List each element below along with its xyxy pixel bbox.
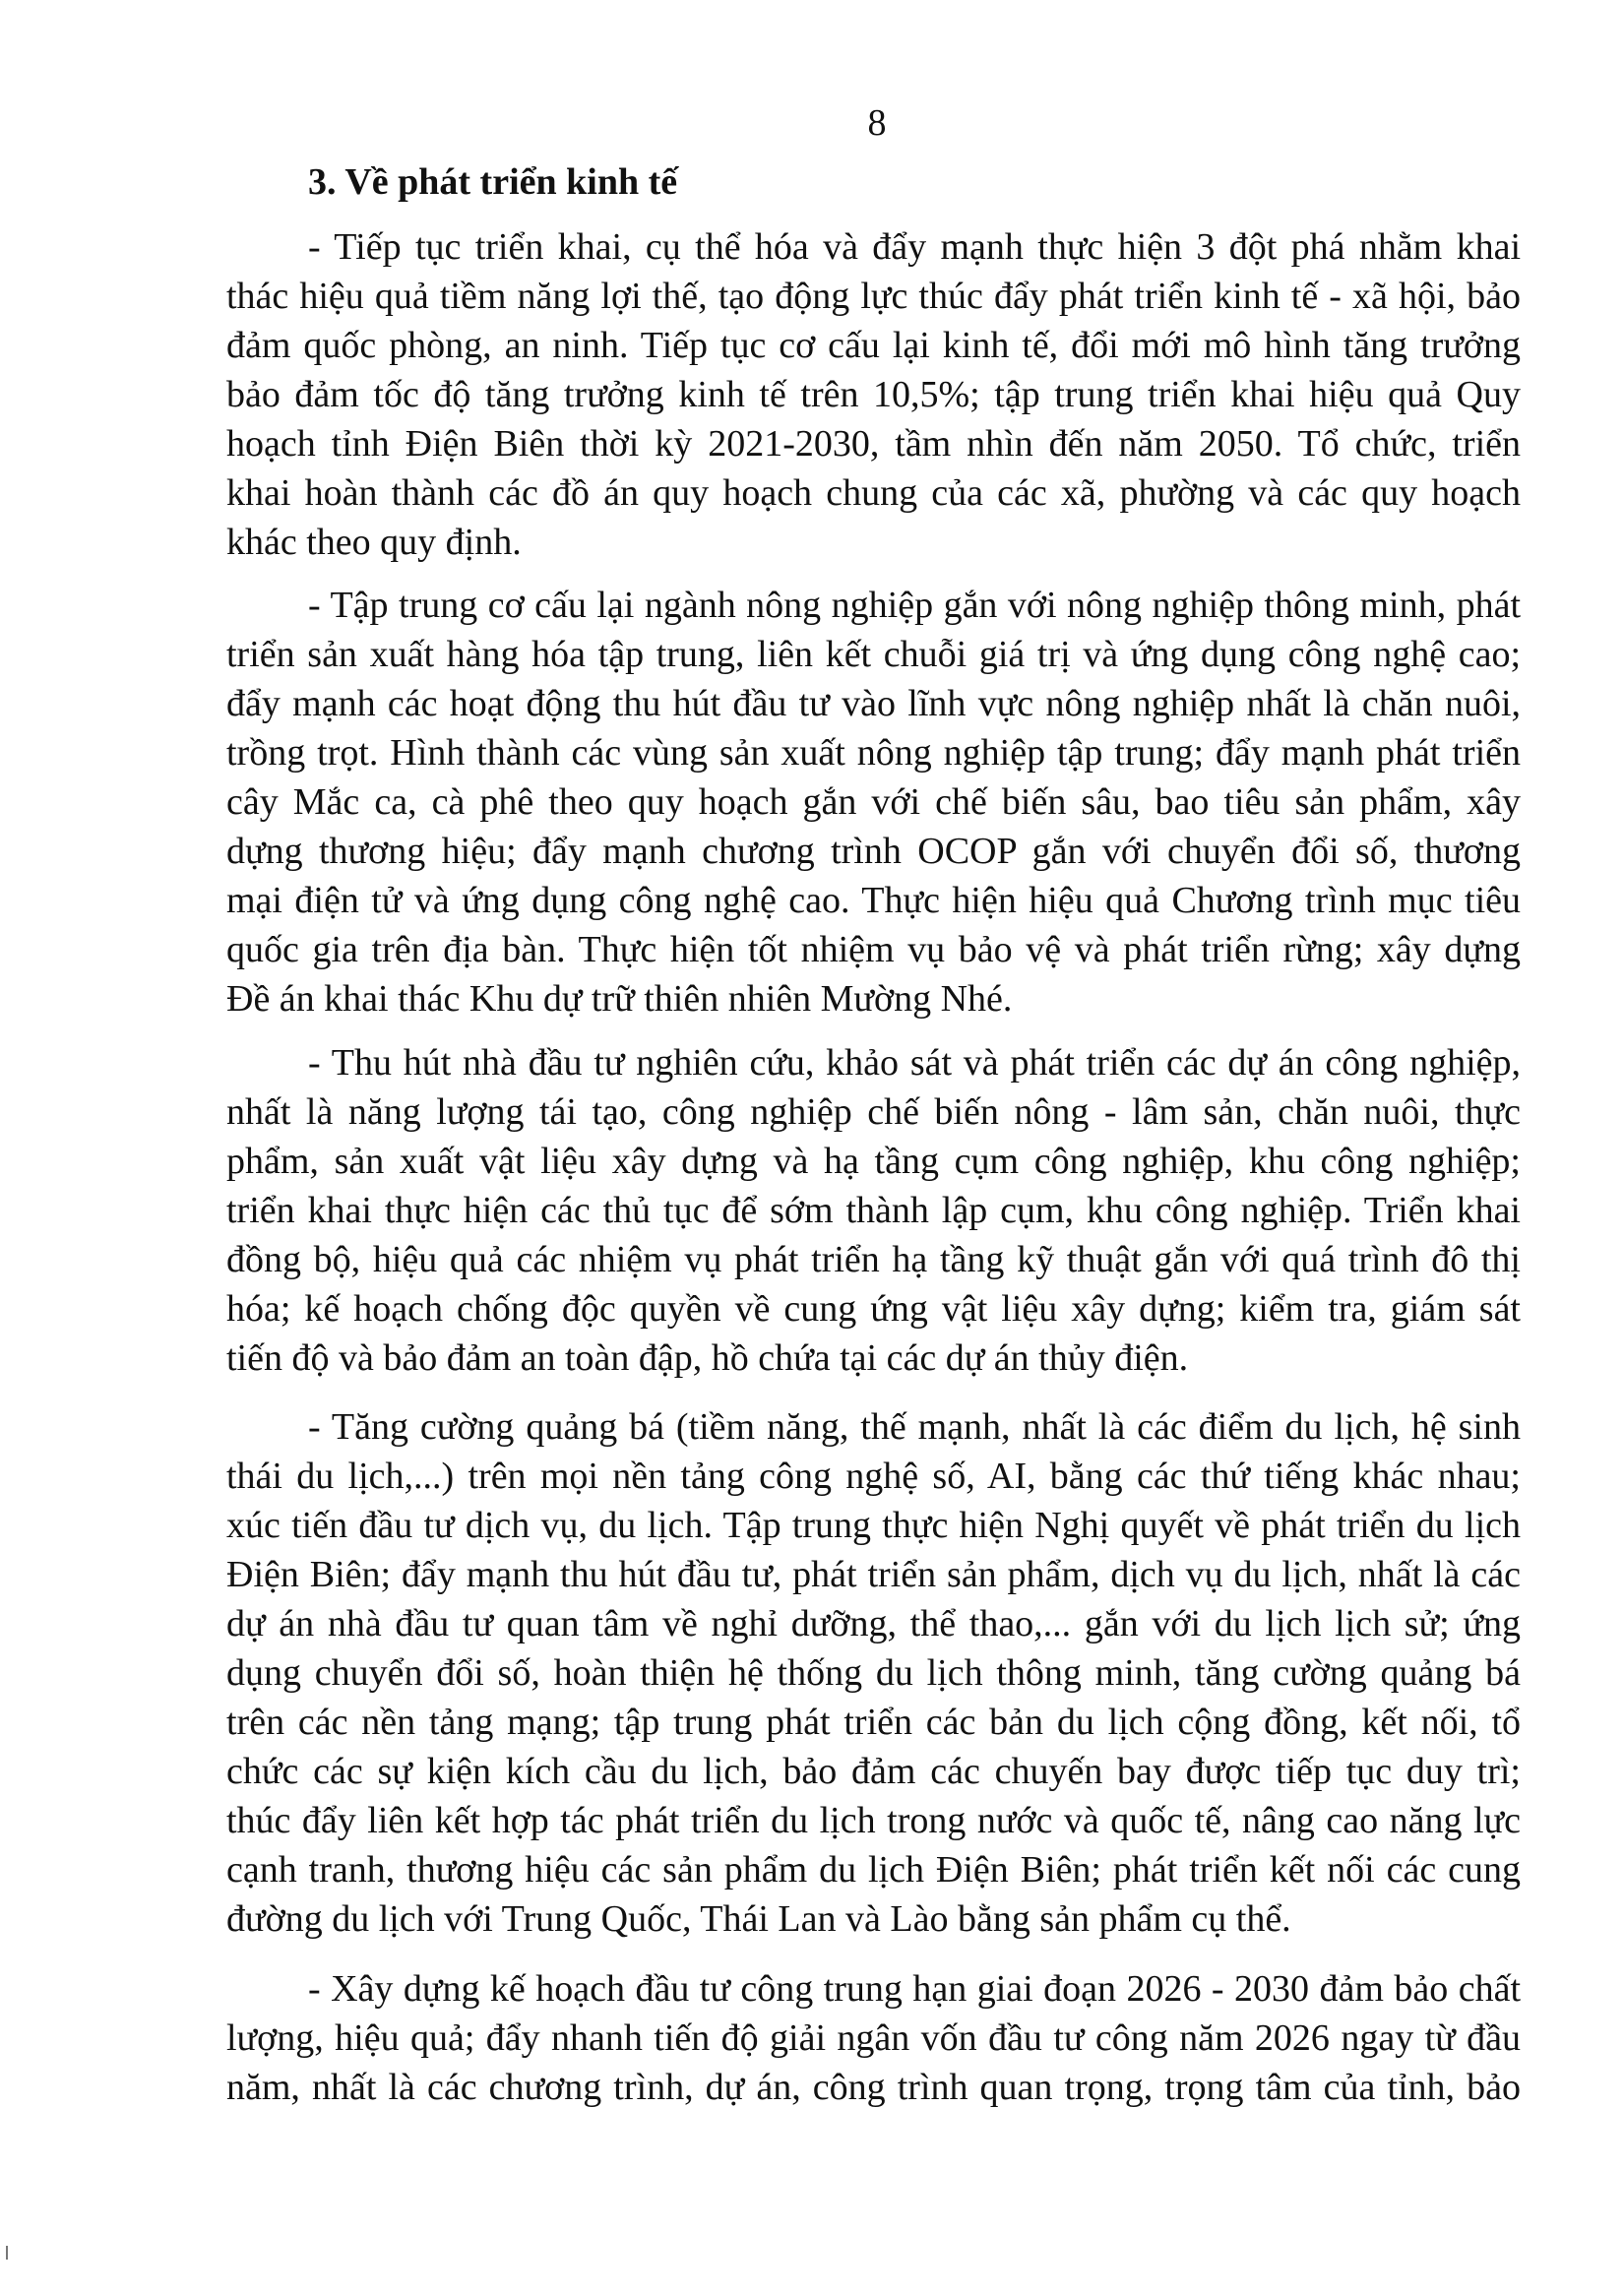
paragraph (226, 581, 1521, 1023)
text-line: - Tập trung cơ cấu lại ngành nông nghiệp gắn với nông nghiệp thông minh, phát (308, 585, 1521, 626)
text-line: đảm quốc phòng, an ninh. Tiếp tục cơ cấu lại kinh tế, đổi mới mô hình tăng trưởng (226, 325, 1521, 366)
text-line: thúc đẩy liên kết hợp tác phát triển du lịch trong nước và quốc tế, nâng cao năng lực (226, 1800, 1521, 1841)
text-line: dựng thương hiệu; đẩy mạnh chương trình OCOP gắn với chuyển đổi số, thương (226, 831, 1521, 872)
text-line: xúc tiến đầu tư dịch vụ, du lịch. Tập trung thực hiện Nghị quyết về phát triển du lịch (226, 1505, 1521, 1546)
text-line: trên các nền tảng mạng; tập trung phát triển các bản du lịch cộng đồng, kết nối, tổ (226, 1702, 1521, 1743)
text-line: - Tiếp tục triển khai, cụ thể hóa và đẩy mạnh thực hiện 3 đột phá nhằm khai (308, 226, 1521, 268)
text-line: thái du lịch,...) trên mọi nền tảng công nghệ số, AI, bằng các thứ tiếng khác nhau; (226, 1456, 1521, 1497)
page-number: 8 (867, 102, 887, 144)
text-line: - Xây dựng kế hoạch đầu tư công trung hạn giai đoạn 2026 - 2030 đảm bảo chất (308, 1968, 1521, 2010)
text-line: Đề án khai thác Khu dự trữ thiên nhiên Mường Nhé. (226, 978, 1013, 1020)
text-line: đường du lịch với Trung Quốc, Thái Lan và Lào bằng sản phẩm cụ thể. (226, 1898, 1291, 1940)
text-line: năm, nhất là các chương trình, dự án, công trình quan trọng, trọng tâm của tỉnh, bảo (226, 2067, 1521, 2108)
text-line: phẩm, sản xuất vật liệu xây dựng và hạ tầng cụm công nghiệp, khu công nghiệp; (226, 1141, 1521, 1182)
text-line: khác theo quy định. (226, 522, 522, 563)
text-line: khai hoàn thành các đồ án quy hoạch chung của các xã, phường và các quy hoạch (226, 472, 1521, 514)
text-line: hoạch tỉnh Điện Biên thời kỳ 2021-2030, tầm nhìn đến năm 2050. Tổ chức, triển (226, 423, 1521, 465)
text-line: Điện Biên; đẩy mạnh thu hút đầu tư, phát triển sản phẩm, dịch vụ du lịch, nhất là các (226, 1554, 1521, 1595)
paragraph (226, 1038, 1521, 1383)
text-line: quốc gia trên địa bàn. Thực hiện tốt nhiệm vụ bảo vệ và phát triển rừng; xây dựng (226, 929, 1521, 970)
text-line: - Thu hút nhà đầu tư nghiên cứu, khảo sát và phát triển các dự án công nghiệp, (308, 1042, 1521, 1084)
paragraph (226, 1964, 1521, 2112)
text-line: cây Mắc ca, cà phê theo quy hoạch gắn với chế biến sâu, bao tiêu sản phẩm, xây (226, 781, 1521, 823)
text-line: lượng, hiệu quả; đẩy nhanh tiến độ giải ngân vốn đầu tư công năm 2026 ngay từ đầu (226, 2017, 1521, 2059)
text-line: triển sản xuất hàng hóa tập trung, liên kết chuỗi giá trị và ứng dụng công nghệ cao; (226, 634, 1521, 675)
scan-mark (6, 2246, 8, 2260)
text-line: trồng trọt. Hình thành các vùng sản xuất nông nghiệp tập trung; đẩy mạnh phát triển (226, 732, 1521, 774)
paragraph (226, 1402, 1521, 1944)
section-heading: 3. Về phát triển kinh tế (308, 161, 678, 203)
text-line: mại điện tử và ứng dụng công nghệ cao. Thực hiện hiệu quả Chương trình mục tiêu (226, 880, 1521, 921)
text-line: chức các sự kiện kích cầu du lịch, bảo đảm các chuyến bay được tiếp tục duy trì; (226, 1751, 1521, 1792)
text-line: dự án nhà đầu tư quan tâm về nghỉ dưỡng, thể thao,... gắn với du lịch lịch sử; ứng (226, 1603, 1521, 1644)
text-line: đồng bộ, hiệu quả các nhiệm vụ phát triển hạ tầng kỹ thuật gắn với quá trình đô thị (226, 1239, 1521, 1280)
paragraph (226, 222, 1521, 567)
text-line: dụng chuyển đổi số, hoàn thiện hệ thống du lịch thông minh, tăng cường quảng bá (226, 1652, 1521, 1694)
text-line: cạnh tranh, thương hiệu các sản phẩm du lịch Điện Biên; phát triển kết nối các cung (226, 1849, 1521, 1891)
text-line: bảo đảm tốc độ tăng trưởng kinh tế trên 10,5%; tập trung triển khai hiệu quả Quy (226, 374, 1521, 415)
text-line: tiến độ và bảo đảm an toàn đập, hồ chứa tại các dự án thủy điện. (226, 1337, 1189, 1379)
text-line: thác hiệu quả tiềm năng lợi thế, tạo động lực thúc đẩy phát triển kinh tế - xã hội, bảo (226, 276, 1521, 317)
text-line: đẩy mạnh các hoạt động thu hút đầu tư vào lĩnh vực nông nghiệp nhất là chăn nuôi, (226, 683, 1521, 724)
text-line: triển khai thực hiện các thủ tục để sớm thành lập cụm, khu công nghiệp. Triển khai (226, 1190, 1521, 1231)
text-line: hóa; kế hoạch chống độc quyền về cung ứng vật liệu xây dựng; kiểm tra, giám sát (226, 1288, 1521, 1330)
text-line: nhất là năng lượng tái tạo, công nghiệp chế biến nông - lâm sản, chăn nuôi, thực (226, 1091, 1521, 1133)
text-line: - Tăng cường quảng bá (tiềm năng, thế mạnh, nhất là các điểm du lịch, hệ sinh (308, 1406, 1521, 1448)
